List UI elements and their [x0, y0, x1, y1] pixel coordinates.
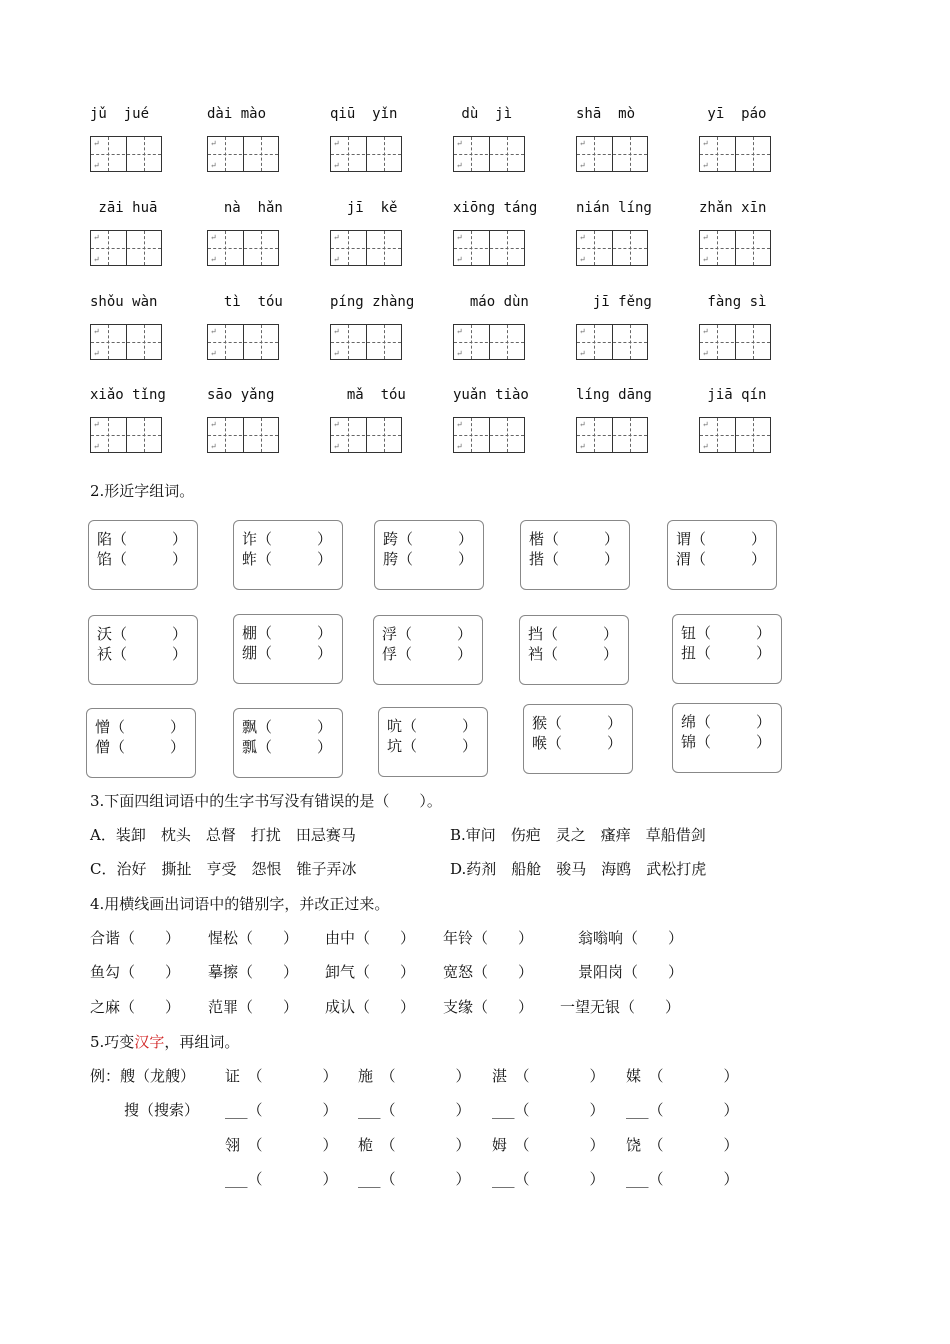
return-mark-icon: ↵ [579, 161, 586, 170]
card-line[interactable]: 钮（ ） [681, 624, 772, 642]
typo-item[interactable]: 支缘（ ） [443, 998, 534, 1016]
box-dashed-line [91, 248, 161, 249]
box-dashed-line [91, 154, 161, 155]
writing-box[interactable] [576, 136, 648, 172]
similar-char-card [88, 520, 198, 590]
return-mark-icon: ↵ [702, 161, 709, 170]
card-line[interactable]: 猴（ ） [532, 714, 623, 732]
return-mark-icon: ↵ [579, 139, 586, 148]
writing-box[interactable] [699, 136, 771, 172]
pinyin-label: jī fěng [576, 294, 652, 310]
typo-item[interactable]: 卸气（ ） [325, 963, 416, 981]
return-mark-icon: ↵ [93, 420, 100, 429]
return-mark-icon: ↵ [456, 327, 463, 336]
return-mark-icon: ↵ [210, 349, 217, 358]
card-line[interactable]: 绷（ ） [242, 644, 333, 662]
return-mark-icon: ↵ [456, 442, 463, 451]
transform-item[interactable]: ___（ ） [358, 1170, 471, 1188]
box-dashed-line [331, 248, 401, 249]
return-mark-icon: ↵ [93, 161, 100, 170]
return-mark-icon: ↵ [456, 255, 463, 264]
similar-char-card [520, 520, 630, 590]
return-mark-icon: ↵ [210, 161, 217, 170]
card-line[interactable]: 浮（ ） [382, 625, 473, 643]
return-mark-icon: ↵ [333, 255, 340, 264]
card-line[interactable]: 喉（ ） [532, 734, 623, 752]
writing-box[interactable] [453, 230, 525, 266]
writing-box[interactable] [699, 324, 771, 360]
box-dashed-line [208, 435, 278, 436]
pinyin-label: líng dāng [576, 387, 652, 403]
return-mark-icon: ↵ [456, 420, 463, 429]
return-mark-icon: ↵ [210, 327, 217, 336]
return-mark-icon: ↵ [702, 442, 709, 451]
card-line[interactable]: 棚（ ） [242, 624, 333, 642]
return-mark-icon: ↵ [702, 233, 709, 242]
writing-box[interactable] [453, 324, 525, 360]
typo-item[interactable]: 摹擦（ ） [208, 963, 299, 981]
pinyin-label: mǎ tóu [330, 387, 406, 403]
box-dashed-line [577, 342, 647, 343]
section-3-title: 3.下面四组词语中的生字书写没有错误的是（ ）。 [90, 792, 442, 810]
writing-box[interactable] [90, 417, 162, 453]
pinyin-label: nián líng [576, 200, 652, 216]
similar-char-card [667, 520, 777, 590]
return-mark-icon: ↵ [579, 327, 586, 336]
return-mark-icon: ↵ [456, 233, 463, 242]
transform-item[interactable]: ___（ ） [225, 1101, 338, 1119]
writing-box[interactable] [207, 324, 279, 360]
card-line[interactable]: 谓（ ） [676, 530, 767, 548]
writing-box[interactable] [207, 136, 279, 172]
pinyin-label: jiā qín [699, 387, 767, 403]
pinyin-label: shǒu wàn [90, 294, 158, 310]
box-dashed-line [91, 435, 161, 436]
return-mark-icon: ↵ [210, 442, 217, 451]
card-line[interactable]: 绵（ ） [681, 713, 772, 731]
pinyin-label: shā mò [576, 106, 636, 122]
option-a: A．装卸 枕头 总督 打扰 田忌赛马 [90, 826, 356, 844]
writing-box[interactable] [90, 230, 162, 266]
typo-item[interactable]: 翁嗡响（ ） [578, 929, 684, 947]
return-mark-icon: ↵ [702, 139, 709, 148]
typo-item[interactable]: 鱼勾（ ） [90, 963, 181, 981]
box-dashed-line [454, 435, 524, 436]
card-line[interactable]: 诈（ ） [242, 530, 333, 548]
box-dashed-line [208, 342, 278, 343]
pinyin-label: tì tóu [207, 294, 283, 310]
writing-box[interactable] [90, 136, 162, 172]
card-line[interactable]: 俘（ ） [382, 645, 473, 663]
box-dashed-line [454, 342, 524, 343]
example-2: 搜（搜索） [124, 1101, 200, 1119]
typo-item[interactable]: 宽怒（ ） [443, 963, 534, 981]
section-5-title-pre: 5.巧变 [90, 1033, 135, 1051]
box-dashed-line [331, 342, 401, 343]
transform-item[interactable]: 桅 （ ） [358, 1136, 471, 1154]
pinyin-label: qiū yǐn [330, 106, 398, 122]
pinyin-label: sāo yǎng [207, 387, 275, 403]
return-mark-icon: ↵ [210, 420, 217, 429]
return-mark-icon: ↵ [456, 139, 463, 148]
pinyin-label: fàng sì [699, 294, 767, 310]
return-mark-icon: ↵ [579, 255, 586, 264]
return-mark-icon: ↵ [210, 139, 217, 148]
writing-box[interactable] [207, 230, 279, 266]
option-d: D.药剂 船舱 骏马 海鸥 武松打虎 [450, 860, 707, 878]
card-line[interactable]: 僧（ ） [95, 738, 186, 756]
writing-box[interactable] [453, 417, 525, 453]
return-mark-icon: ↵ [579, 233, 586, 242]
similar-char-card [233, 520, 343, 590]
return-mark-icon: ↵ [333, 327, 340, 336]
box-dashed-line [454, 154, 524, 155]
return-mark-icon: ↵ [210, 233, 217, 242]
return-mark-icon: ↵ [93, 233, 100, 242]
pinyin-label: xiōng táng [453, 200, 538, 216]
pinyin-label: yuǎn tiào [453, 387, 529, 403]
return-mark-icon: ↵ [93, 139, 100, 148]
similar-char-card [86, 708, 196, 778]
pinyin-label: zhǎn xīn [699, 200, 767, 216]
card-line[interactable]: 吭（ ） [387, 717, 478, 735]
pinyin-label: dài mào [207, 106, 267, 122]
transform-item[interactable]: 施 （ ） [358, 1067, 471, 1085]
card-line[interactable]: 坑（ ） [387, 737, 478, 755]
similar-char-card [374, 520, 484, 590]
writing-box[interactable] [90, 324, 162, 360]
return-mark-icon: ↵ [333, 161, 340, 170]
typo-item[interactable]: 成认（ ） [325, 998, 416, 1016]
typo-item[interactable]: 合谐（ ） [90, 929, 181, 947]
section-5-title-post: ，再组词。 [164, 1033, 240, 1051]
section-4-title: 4.用横线画出词语中的错别字，并改正过来。 [90, 895, 390, 913]
card-line[interactable]: 锦（ ） [681, 733, 772, 751]
card-line[interactable]: 沃（ ） [97, 625, 188, 643]
return-mark-icon: ↵ [333, 349, 340, 358]
card-line[interactable]: 裆（ ） [528, 645, 619, 663]
transform-item[interactable]: 翎 （ ） [225, 1136, 338, 1154]
card-line[interactable]: 陷（ ） [97, 530, 188, 548]
example-1: 例：艘（龙艘） [90, 1067, 196, 1085]
option-b: B.审问 伤疤 灵之 瘙痒 草船借剑 [450, 826, 706, 844]
section-5-title [90, 1031, 239, 1052]
pinyin-label: píng zhàng [330, 294, 415, 310]
card-line[interactable]: 扭（ ） [681, 644, 772, 662]
return-mark-icon: ↵ [93, 442, 100, 451]
card-line[interactable]: 渭（ ） [676, 550, 767, 568]
box-dashed-line [700, 435, 770, 436]
pinyin-label: jī kě [330, 200, 398, 216]
typo-item[interactable]: 惺松（ ） [208, 929, 299, 947]
transform-item[interactable]: ___（ ） [225, 1170, 338, 1188]
box-dashed-line [208, 154, 278, 155]
box-dashed-line [331, 154, 401, 155]
card-line[interactable]: 蚱（ ） [242, 550, 333, 568]
card-line[interactable]: 揩（ ） [529, 550, 620, 568]
transform-item[interactable]: ___（ ） [626, 1101, 739, 1119]
section-5-title-red: 汉字 [134, 1033, 165, 1051]
card-line[interactable]: 跨（ ） [383, 530, 474, 548]
pinyin-label: dù jì [453, 106, 513, 122]
box-dashed-line [700, 154, 770, 155]
writing-box[interactable] [576, 324, 648, 360]
similar-char-card [672, 703, 782, 773]
writing-box[interactable] [207, 417, 279, 453]
transform-item[interactable]: 饶 （ ） [626, 1136, 739, 1154]
pinyin-label: nà hǎn [207, 200, 283, 216]
return-mark-icon: ↵ [456, 349, 463, 358]
transform-item[interactable]: ___（ ） [626, 1170, 739, 1188]
transform-item[interactable]: 姆 （ ） [492, 1136, 605, 1154]
writing-box[interactable] [576, 230, 648, 266]
writing-box[interactable] [453, 136, 525, 172]
return-mark-icon: ↵ [702, 420, 709, 429]
pinyin-label: zāi huā [90, 200, 158, 216]
transform-item[interactable]: ___（ ） [492, 1170, 605, 1188]
return-mark-icon: ↵ [333, 139, 340, 148]
card-line[interactable]: 飘（ ） [242, 718, 333, 736]
pinyin-label: xiǎo tǐng [90, 387, 166, 403]
return-mark-icon: ↵ [579, 420, 586, 429]
return-mark-icon: ↵ [333, 233, 340, 242]
typo-item[interactable]: 之麻（ ） [90, 998, 181, 1016]
card-line[interactable]: 袄（ ） [97, 645, 188, 663]
return-mark-icon: ↵ [333, 442, 340, 451]
similar-char-card [378, 707, 488, 777]
return-mark-icon: ↵ [333, 420, 340, 429]
transform-item[interactable]: ___（ ） [492, 1101, 605, 1119]
box-dashed-line [700, 248, 770, 249]
box-dashed-line [700, 342, 770, 343]
similar-char-card [373, 615, 483, 685]
box-dashed-line [454, 248, 524, 249]
return-mark-icon: ↵ [702, 327, 709, 336]
transform-item[interactable]: 证 （ ） [225, 1067, 338, 1085]
card-line[interactable]: 挡（ ） [528, 625, 619, 643]
return-mark-icon: ↵ [456, 161, 463, 170]
box-dashed-line [577, 435, 647, 436]
writing-box[interactable] [699, 230, 771, 266]
similar-char-card [233, 708, 343, 778]
return-mark-icon: ↵ [702, 349, 709, 358]
writing-box[interactable] [699, 417, 771, 453]
writing-box[interactable] [576, 417, 648, 453]
return-mark-icon: ↵ [579, 349, 586, 358]
return-mark-icon: ↵ [93, 349, 100, 358]
similar-char-card [523, 704, 633, 774]
box-dashed-line [91, 342, 161, 343]
similar-char-card [88, 615, 198, 685]
card-line[interactable]: 胯（ ） [383, 550, 474, 568]
pinyin-label: yī páo [699, 106, 767, 122]
typo-item[interactable]: 年铃（ ） [443, 929, 534, 947]
box-dashed-line [208, 248, 278, 249]
return-mark-icon: ↵ [210, 255, 217, 264]
box-dashed-line [577, 154, 647, 155]
typo-item[interactable]: 范罪（ ） [208, 998, 299, 1016]
card-line[interactable]: 憎（ ） [95, 718, 186, 736]
return-mark-icon: ↵ [93, 327, 100, 336]
card-line[interactable]: 楷（ ） [529, 530, 620, 548]
transform-item[interactable]: 媒 （ ） [626, 1067, 739, 1085]
similar-char-card [672, 614, 782, 684]
section-2-title: 2.形近字组词。 [90, 482, 195, 500]
pinyin-label: jǔ jué [90, 106, 150, 122]
similar-char-card [519, 615, 629, 685]
writing-box[interactable] [330, 136, 402, 172]
typo-item[interactable]: 一望无银（ ） [560, 998, 681, 1016]
transform-item[interactable]: ___（ ） [358, 1101, 471, 1119]
pinyin-label: máo dùn [453, 294, 529, 310]
card-line[interactable]: 瓢（ ） [242, 738, 333, 756]
box-dashed-line [577, 248, 647, 249]
box-dashed-line [331, 435, 401, 436]
writing-box[interactable] [330, 417, 402, 453]
card-line[interactable]: 馅（ ） [97, 550, 188, 568]
return-mark-icon: ↵ [702, 255, 709, 264]
option-c: C．治好 撕扯 亨受 怨恨 锥子弄冰 [90, 860, 357, 878]
typo-item[interactable]: 由中（ ） [325, 929, 416, 947]
typo-item[interactable]: 景阳岗（ ） [578, 963, 684, 981]
writing-box[interactable] [330, 230, 402, 266]
return-mark-icon: ↵ [579, 442, 586, 451]
similar-char-card [233, 614, 343, 684]
return-mark-icon: ↵ [93, 255, 100, 264]
transform-item[interactable]: 湛 （ ） [492, 1067, 605, 1085]
writing-box[interactable] [330, 324, 402, 360]
